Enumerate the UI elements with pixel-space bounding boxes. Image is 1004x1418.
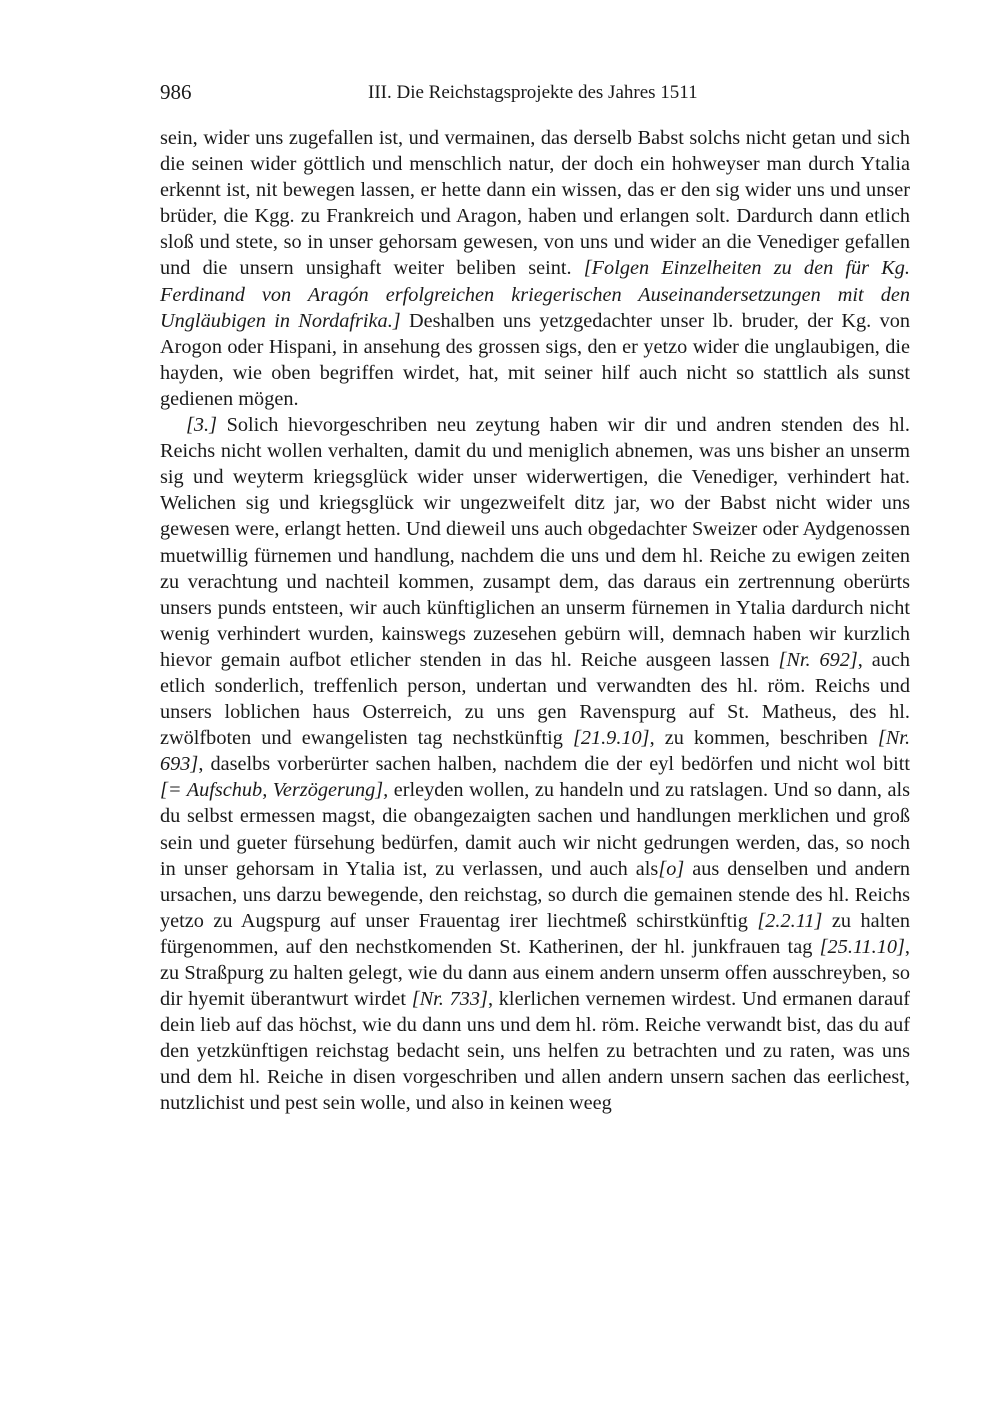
text-run: Solich hievorgeschriben neu zeytung haben wir dir und andren stenden des hl. Reichs nicht wollen verhalten, damit du und meniglich abnemen, was uns bisher an unserm sig und weyterm kriegsglück wider unser widerwertigen, die Venediger, verhindert hat. Welichen sig und kriegsglück wir ungezweifelt ditz jar, wo der Babst nicht wider uns gewesen were, erlangt hetten. Und dieweil uns auch obgedachter Sweizer oder Aydgenossen muetwillig fürnemen und handlung, nachdem die uns und dem hl. Reiche zu ewigen zeiten zu verachtung und nachteil kommen, zusampt dem, das daraus ein zertrennung oberürts unsers punds entsteen, wir auch künftiglichen an unserm fürnemen in Ytalia dardurch nicht wenig verhindert wurden, kainswegs zuzesehen gebürn will, demnach haben wir kurzlich hievor gemain aufbot etlicher stenden in das hl. Reiche ausgeen lassen xyxy=(160,414,910,671)
editorial-date: [21.9.10] xyxy=(572,727,650,750)
text-run: , klerlichen vernemen wirdest. Und ermanen darauf dein lieb auf das höchst, wie du dann uns und dem hl. röm. Reiche verwandt bist, das du auf den yetzkünftigen reichstag bedacht sein, uns helfen zu betrachten und zu raten, was uns und dem hl. Reiche in disen vorgeschriben und allen andern unsern sachen das eerlichest, nutzlichist und pest sein wolle, und also in keinen weeg xyxy=(160,988,910,1115)
text-run: zu halten fürgenommen, auf den nechstkomenden St. Katherinen, der hl. junkfrauen tag xyxy=(160,909,910,958)
editorial-note: [Folgen Einzelheiten zu den für Kg. Ferdinand von Aragón erfolgreichen kriegerischen Auseinandersetzungen mit den Ungläubigen in Nordafrika.] xyxy=(160,257,910,332)
document-body xyxy=(160,125,910,1117)
text-run: erleyden wollen, zu handeln und zu ratslagen. Und so dann, als du selbst ermessen magst, die obangezaigten sachen und handlungen merklichen und groß sein und gueter fürsehung bedürfen, damit auch wir nicht gedrungen werden, das, so noch in unser gehorsam in Ytalia ist, zu verlassen, und auch als xyxy=(160,779,910,880)
text-run: Deshalben uns yetzgedachter unser lb. bruder, der Kg. von Arogon oder Hispani, in ansehung des grossen sigs, den er yetzo wider die unglaubigen, die hayden, wie oben begriffen wirdet, hat, mit seiner hilf auch nicht so stattlich als sunst gedienen mögen. xyxy=(160,309,910,410)
paragraph-2 xyxy=(160,412,910,1117)
page-number: 986 xyxy=(160,80,192,104)
editorial-gloss: [= Aufschub, Verzögerung], xyxy=(160,779,389,802)
editorial-reference: [Nr. 692] xyxy=(778,648,858,671)
editorial-date: [2.2.11] xyxy=(757,909,823,932)
page-header xyxy=(160,80,910,108)
running-head: III. Die Reichstagsprojekte des Jahres 1511 xyxy=(368,82,698,103)
editorial-reference: [Nr. 733] xyxy=(411,988,488,1011)
editorial-reference: [Nr. 693] xyxy=(160,727,911,776)
editorial-emendation: [o] xyxy=(658,857,685,880)
text-run: aus denselben und andern ursachen, uns darzu bewegende, den reichstag, so durch die gemainen stende des hl. Reichs yetzo zu Augspurg auf unser Frauentag irer liechtmeß schirstkünftig xyxy=(160,857,910,932)
text-run: sein, wider uns zugefallen ist, und vermainen, das derselb Babst solchs nicht getan und sich die seinen wider göttlich und menschlich natur, der doch ein hohweyser man durch Ytalia erkennt ist, nit bewegen lassen, er hette dann ein wissen, das er den sig wider uns und unser brüder, die Kgg. zu Frankreich und Aragon, haben und erlangen solt. Dardurch dann etlich sloß und stete, so in unser gehorsam gewesen, von uns und wider an die Venediger gefallen und die unsern unsighaft weiter beliben seint. xyxy=(160,127,910,280)
editorial-date: [25.11.10] xyxy=(819,935,905,958)
section-marker: [3.] xyxy=(186,414,217,437)
paragraph-1 xyxy=(160,125,910,412)
text-run: , zu kommen, beschriben xyxy=(649,727,878,750)
text-run: , daselbs vorberürter sachen halben, nachdem die der eyl bedörfen und nicht wol bitt xyxy=(198,753,910,776)
text-run: , auch etlich sonderlich, treffenlich person, undertan und verwandten des hl. röm. Reichs und unsers loblichen haus Osterreich, zu uns gen Ravenspurg auf St. Matheus, des hl. zwölfboten und ewangelisten tag nechstkünftig xyxy=(160,648,911,750)
text-run: , zu Straßpurg zu halten gelegt, wie du dann aus einem andern unserm offen ausschreyben, so dir hyemit überantwurt wirdet xyxy=(160,935,910,1011)
